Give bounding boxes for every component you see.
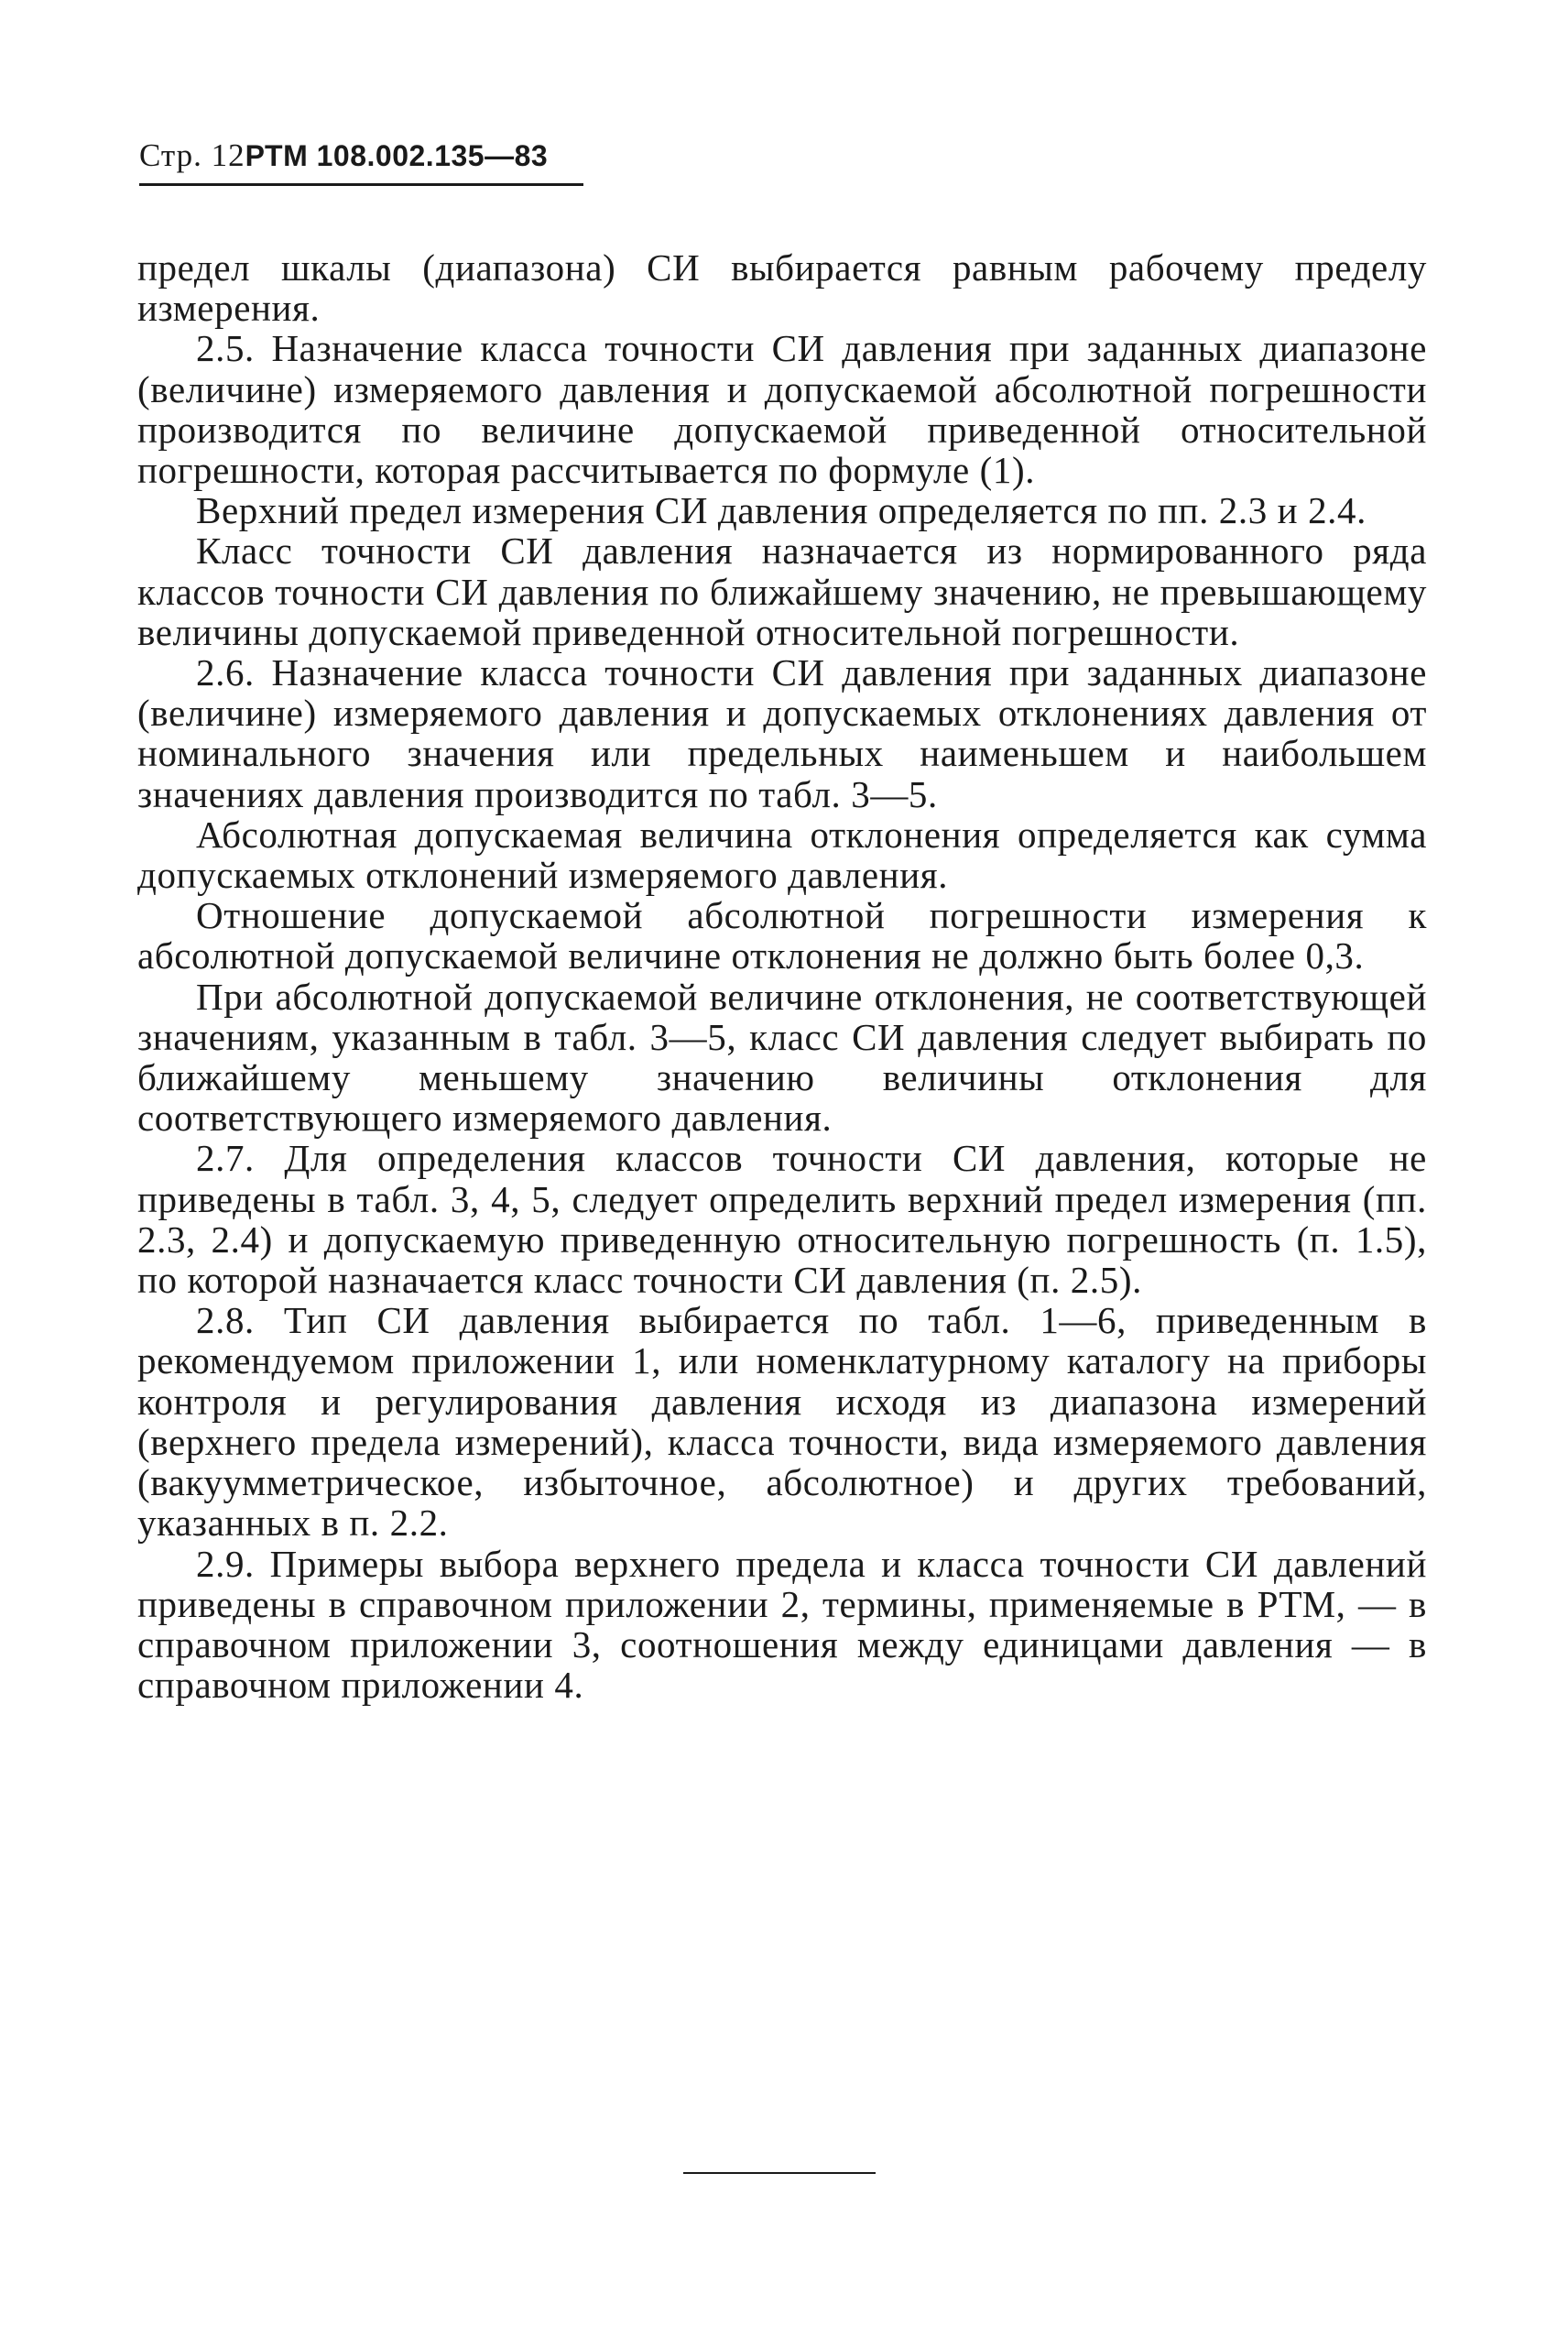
page-header — [139, 136, 548, 176]
section-end-rule — [683, 2172, 876, 2174]
paragraph-2-8: 2.8. Тип СИ давления выбирается по табл. 1—6, приведенным в рекомендуемом приложении 1, или номенклатурному каталогу на приборы контроля и регулирования давления исходя из диапазона измерений (верхнего предела измерений), класса точности, вида измеряемого давления (вакуумметрическое, избыточное, абсолютное) и других требований, указанных в п. 2.2. — [137, 1299, 1427, 1545]
paragraph-2-5: 2.5. Назначение класса точности СИ давления при заданных диапазоне (величине) измеряемого давления и допускаемой абсолютной погрешности производится по величине допускаемой приведенной относительной погрешности, которая рассчитывается по формуле (1). — [137, 327, 1427, 492]
document-id: РТМ 108.002.135—83 — [245, 139, 549, 172]
paragraph-2-7: 2.7. Для определения классов точности СИ давления, которые не приведены в табл. 3, 4, 5, следует определить верхний предел измерения (пп. 2.3, 2.4) и допускаемую приведенную относительную погрешность (п. 1.5), по которой назначается класс точности СИ давления (п. 2.5). — [137, 1137, 1427, 1302]
paragraph-nonmatching-deviation: При абсолютной допускаемой величине отклонения, не соответствующей значениям, указанным в табл. 3—5, класс СИ давления следует выбирать по ближайшему меньшему значению величины отклонения для соответствующего измеряемого давления. — [137, 975, 1427, 1140]
paragraph-2-9: 2.9. Примеры выбора верхнего предела и класса точности СИ давлений приведены в справочном приложении 2, термины, применяемые в РТМ, — в справочном приложении 3, соотношения между единицами давления — в справочном приложении 4. — [137, 1542, 1427, 1707]
page-label: Стр. 12 — [139, 137, 245, 173]
document-body — [137, 247, 1427, 1705]
header-underline — [139, 183, 583, 186]
paragraph-upper-limit: Верхний предел измерения СИ давления определяется по пп. 2.3 и 2.4. — [196, 489, 1367, 532]
paragraph-ratio: Отношение допускаемой абсолютной погрешности измерения к абсолютной допускаемой величине отклонения не должно быть более 0,3. — [137, 894, 1427, 977]
paragraph-2-6: 2.6. Назначение класса точности СИ давления при заданных диапазоне (величине) измеряемого давления и допускаемых отклонениях давления от номинального значения или предельных наименьшем и наибольшем значениях давления производится по табл. 3—5. — [137, 651, 1427, 815]
paragraph-continuation: предел шкалы (диапазона) СИ выбирается равным рабочему пределу измерения. — [137, 246, 1427, 330]
paragraph-absolute-deviation: Абсолютная допускаемая величина отклонения определяется как сумма допускаемых отклонений измеряемого давления. — [137, 813, 1427, 897]
paragraph-accuracy-class: Класс точности СИ давления назначается из нормированного ряда классов точности СИ давления по ближайшему значению, не превышающему величины допускаемой приведенной относительной погрешности. — [137, 530, 1427, 653]
